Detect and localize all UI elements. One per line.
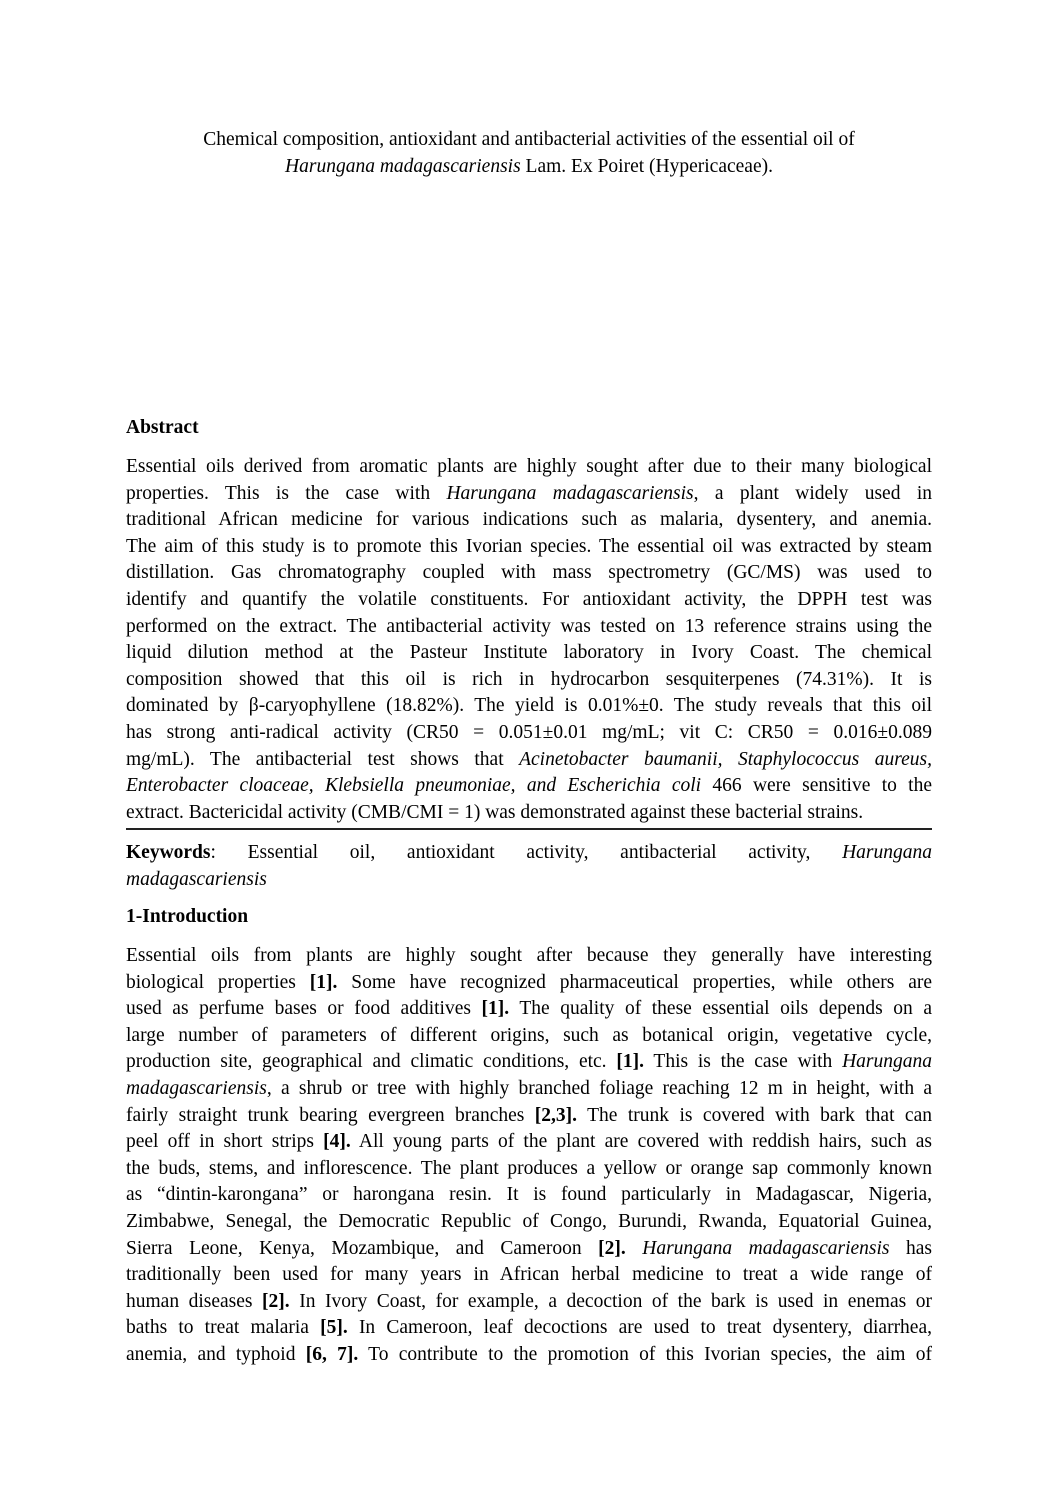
title-line-1: Chemical composition, antioxidant and antibacterial activities of the essential oil of <box>203 129 855 150</box>
introduction-line: the buds, stems, and inflorescence. The plant produces a yellow or orange sap commonly known <box>126 1157 932 1179</box>
keywords-line: Keywords: Essential oil, antioxidant activity, antibacterial activity, Harungana <box>126 842 932 863</box>
citation: [2,3]. <box>534 1104 578 1126</box>
abstract-line: properties. This is the case with Harungana madagascariensis, a plant widely used in <box>126 482 932 504</box>
horizontal-divider <box>126 828 932 830</box>
introduction-line: anemia, and typhoid [6, 7]. To contribute to the promotion of this Ivorian species, the aim of <box>126 1343 932 1365</box>
citation: [6, 7]. <box>305 1343 359 1365</box>
abstract-line: Essential oils derived from aromatic plants are highly sought after due to their many biological <box>126 456 932 477</box>
introduction-body <box>126 943 932 1369</box>
abstract-line: dominated by β-caryophyllene (18.82%). The yield is 0.01%±0. The study reveals that this oil <box>126 695 932 717</box>
abstract-line: extract. Bactericidal activity (CMB/CMI = 1) was demonstrated against these bacterial strains. <box>126 801 864 823</box>
abstract-line: traditional African medicine for various indications such as malaria, dysentery, and anemia. <box>126 509 932 531</box>
abstract-line: has strong anti-radical activity (CR50 = 0.051±0.01 mg/mL; vit C: CR50 = 0.016±0.089 <box>126 721 932 743</box>
introduction-line: production site, geographical and climatic conditions, etc. [1]. This is the case with Harungana <box>126 1051 932 1073</box>
abstract-body <box>126 454 932 826</box>
abstract-line: mg/mL). The antibacterial test shows that Acinetobacter baumanii, Staphylococcus aureus, <box>126 748 932 770</box>
abstract-line: performed on the extract. The antibacterial activity was tested on 13 reference strains using the <box>126 615 932 637</box>
introduction-line: Essential oils from plants are highly sought after because they generally have interesting <box>126 945 932 966</box>
abstract-heading: Abstract <box>126 417 199 438</box>
abstract-line: composition showed that this oil is rich in hydrocarbon sesquiterpenes (74.31%). It is <box>126 668 932 690</box>
abstract-line: Enterobacter cloaceae, Klebsiella pneumoniae, and Escherichia coli 466 were sensitive to the <box>126 775 932 797</box>
introduction-line: peel off in short strips [4]. All young parts of the plant are covered with reddish hairs, such as <box>126 1131 932 1153</box>
introduction-line: fairly straight trunk bearing evergreen branches [2,3]. The trunk is covered with bark that can <box>126 1104 932 1126</box>
abstract-line: The aim of this study is to promote this Ivorian species. The essential oil was extracted by steam <box>126 535 932 557</box>
keywords-line: madagascariensis <box>126 868 267 890</box>
keywords <box>126 840 932 893</box>
species-name: Harungana madagascariensis <box>285 155 521 177</box>
introduction-heading: 1-Introduction <box>126 906 249 927</box>
introduction-line: traditionally been used for many years in African herbal medicine to treat a wide range of <box>126 1264 932 1286</box>
citation: [1]. <box>309 971 338 993</box>
introduction-line: large number of parameters of different origins, such as botanical origin, vegetative cycle, <box>126 1024 932 1046</box>
abstract-line: distillation. Gas chromatography coupled with mass spectrometry (GC/MS) was used to <box>126 562 932 584</box>
introduction-line: baths to treat malaria [5]. In Cameroon, leaf decoctions are used to treat dysentery, diarrhea, <box>126 1317 932 1339</box>
introduction-line: Sierra Leone, Kenya, Mozambique, and Cameroon [2]. Harungana madagascariensis has <box>126 1237 932 1259</box>
introduction-line: Zimbabwe, Senegal, the Democratic Republic of Congo, Burundi, Rwanda, Equatorial Guinea, <box>126 1210 932 1232</box>
introduction-line: as “dintin-karongana” or harongana resin. It is found particularly in Madagascar, Nigeria, <box>126 1184 932 1206</box>
introduction-line: used as perfume bases or food additives [1]. The quality of these essential oils depends on a <box>126 998 932 1020</box>
paper-title <box>126 127 932 180</box>
abstract-line: liquid dilution method at the Pasteur Institute laboratory in Ivory Coast. The chemical <box>126 642 932 664</box>
citation: [2]. <box>598 1237 626 1259</box>
introduction-line: madagascariensis, a shrub or tree with highly branched foliage reaching 12 m in height, with a <box>126 1077 932 1099</box>
citation: [1]. <box>616 1051 644 1073</box>
title-line-2: Harungana madagascariensis Lam. Ex Poiret (Hypericaceae). <box>285 155 773 177</box>
citation: [1]. <box>481 998 510 1020</box>
citation: [4]. <box>323 1131 351 1153</box>
introduction-line: biological properties [1]. Some have recognized pharmaceutical properties, while others are <box>126 971 933 993</box>
introduction-line: human diseases [2]. In Ivory Coast, for example, a decoction of the bark is used in enemas or <box>126 1290 932 1312</box>
citation: [5]. <box>320 1317 348 1339</box>
abstract-line: identify and quantify the volatile constituents. For antioxidant activity, the DPPH test was <box>126 588 932 610</box>
citation: [2]. <box>262 1290 290 1312</box>
